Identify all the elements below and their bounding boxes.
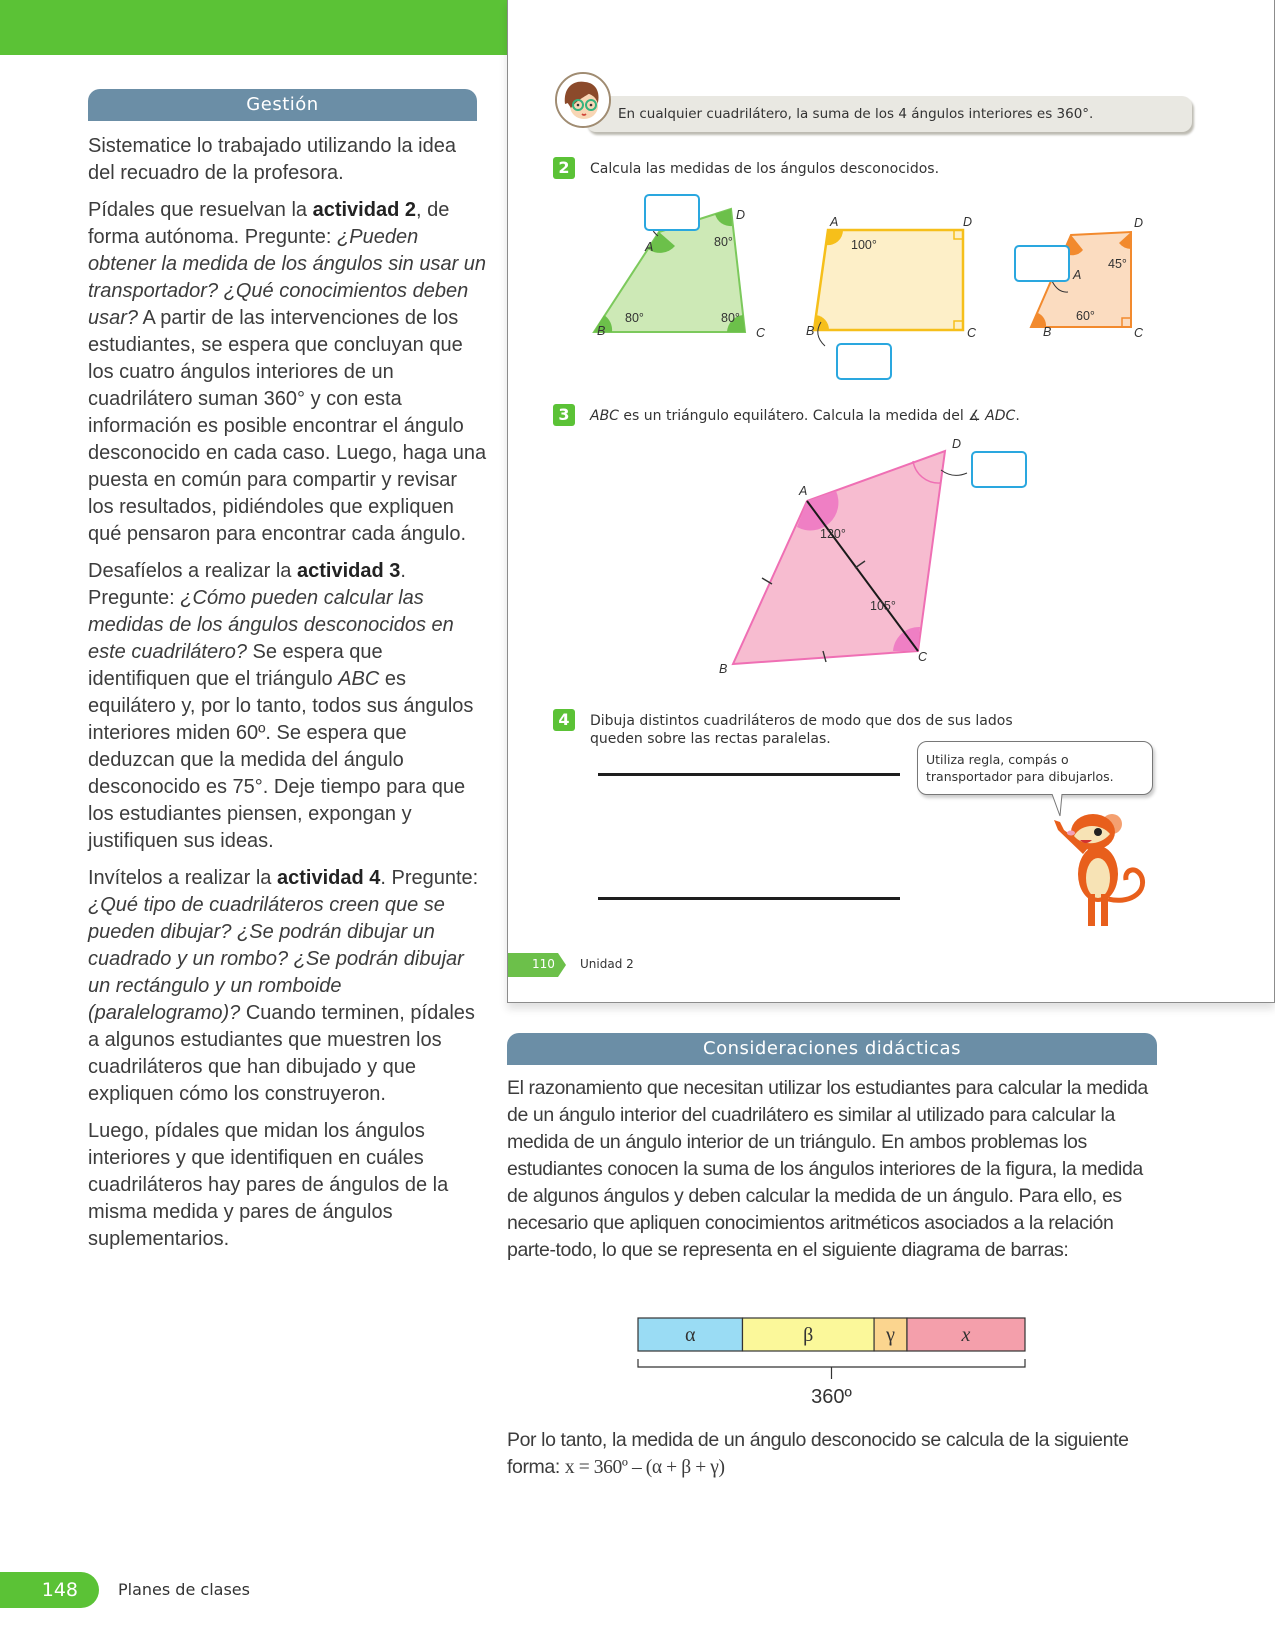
text-run: Luego, pídales que midan los ángulos interiores y que identifiquen en cuáles cuadriláteros hay pares de ángulos de la misma medida y pares de ángulos suplementarios. <box>88 1120 449 1250</box>
text-run: es equilátero y, por lo tanto, todos sus ángulos interiores miden 60º. Se espera que deduzcan que la medida del ángulo desconocido es 75°. Deje tiempo para que los estudiantes piensen, expongan y justifiquen sus ideas. <box>88 668 474 852</box>
answer-box-act3-angle-adc[interactable] <box>971 451 1027 488</box>
activity-2-instruction: Calcula las medidas de los ángulos desconocidos. <box>590 161 940 177</box>
act3-vertex-c: C <box>918 650 928 664</box>
question-text: ¿Qué tipo de cuadriláteros creen que se pueden dibujar? ¿Se podrán dibujar un cuadrado y un rombo? ¿Se podrán dibujar un rectángulo y un romboide (paralelogramo)? <box>88 894 464 1024</box>
teacher-callout: En cualquier cuadrilátero, la suma de los 4 ángulos interiores es 360°. <box>586 96 1192 132</box>
act3-vertex-b: B <box>719 662 728 676</box>
fig2-angle-a: 100° <box>851 238 877 252</box>
gestion-paragraph-1 <box>88 133 488 187</box>
activity-4-number: 4 <box>553 709 575 731</box>
formula: x = 360º – (α + β + γ) <box>564 1457 725 1478</box>
text-run: Se espera que identifiquen que el triángulo <box>88 641 383 690</box>
figure-2-yellow-quadrilateral <box>814 230 963 346</box>
fig1-angle-d: 80° <box>714 235 733 249</box>
figure-activity-3-pink-quadrilateral <box>733 451 967 664</box>
act3-vertex-d: D <box>952 437 962 451</box>
activity-reference: actividad 4 <box>276 867 381 889</box>
fig1-vertex-b: B <box>597 324 606 338</box>
considerations-header: Consideraciones didácticas <box>507 1033 1157 1065</box>
activity-3-text: es un triángulo equilátero. Calcula la medida del ∡ <box>618 408 986 424</box>
fig3-vertex-d: D <box>1134 216 1144 230</box>
text-run: Desafíelos a realizar la <box>88 560 297 582</box>
footer-section-title: Planes de clases <box>118 1580 250 1599</box>
student-page-unit: Unidad 2 <box>580 957 634 971</box>
parallel-line-top <box>598 773 900 776</box>
fig3-angle-b: 60° <box>1076 309 1095 323</box>
bar-segment-label-2: β <box>803 1324 814 1346</box>
activity-3-number: 3 <box>553 404 575 426</box>
bar-segment-label-4: x <box>961 1324 971 1346</box>
speech-bubble: Utiliza regla, compás o transportador para dibujarlos. <box>917 741 1153 795</box>
gestion-paragraph-2 <box>88 197 488 548</box>
answer-box-fig1-angle-a[interactable] <box>644 194 700 231</box>
fig1-vertex-c: C <box>756 326 766 340</box>
top-color-bar <box>0 0 507 55</box>
activity-reference: actividad 2 <box>312 199 416 221</box>
bar-segment-label-3: γ <box>886 1324 895 1346</box>
text-run: Pídales que resuelvan la <box>88 199 313 221</box>
activity-2-number: 2 <box>553 157 575 179</box>
gestion-paragraph-3 <box>88 558 488 855</box>
angle-name: ADC <box>985 408 1016 424</box>
gestion-paragraph-5 <box>88 1118 488 1253</box>
page-number-badge: 148 <box>0 1572 99 1608</box>
fig1-angle-c: 80° <box>721 311 740 325</box>
parallel-line-bottom <box>598 897 900 900</box>
considerations-text <box>507 1075 1157 1264</box>
total-bracket <box>638 1359 1025 1379</box>
conclusion-text <box>507 1427 1157 1481</box>
act3-angle-c: 105° <box>870 599 896 613</box>
activity-3-instruction <box>590 407 1020 425</box>
part-whole-bar-diagram <box>630 1310 1050 1420</box>
triangle-name: ABC <box>590 408 619 424</box>
gestion-header: Gestión <box>88 89 477 121</box>
text-run: . Pregunte: <box>380 867 479 889</box>
text-run: Cuando terminen, pídales a algunos estudiantes que muestren los cuadriláteros que han dibujado y que expliquen cómo los construyeron. <box>88 1002 475 1105</box>
fig2-vertex-d: D <box>963 215 973 229</box>
question-text: ABC <box>338 668 380 690</box>
fig1-angle-b: 80° <box>625 311 644 325</box>
text-run: Sistematice lo trabajado utilizando la idea del recuadro de la profesora. <box>88 135 456 184</box>
fig3-vertex-a: A <box>1073 268 1082 282</box>
fig3-angle-d: 45° <box>1108 257 1127 271</box>
fig3-vertex-b: B <box>1043 325 1052 339</box>
question-text: ¿Cómo pueden calcular las medidas de los ángulos desconocidos en este cuadrilátero? <box>88 587 454 663</box>
text-run: A partir de las intervenciones de los estudiantes, se espera que concluyan que los cuatro ángulos interiores de un cuadrilátero suman 360° y con esta información es posible encontrar el ángulo desconocido en cada caso. Luego, haga una puesta en común para compartir y revisar los resultados, pidiéndoles que expliquen qué pensaron para encontrar cada ángulo. <box>88 307 487 545</box>
fig2-vertex-a: A <box>830 215 839 229</box>
activity-3-text-end: . <box>1015 408 1020 424</box>
student-page-excerpt <box>507 0 1275 1003</box>
student-page-number: 110 <box>532 957 555 971</box>
conclusion-sentence: Por lo tanto, la medida de un ángulo desconocido se calcula de la siguiente forma: <box>507 1429 1129 1478</box>
activity-4-instruction: Dibuja distintos cuadriláteros de modo que dos de sus lados queden sobre las rectas paralelas. <box>590 713 1013 747</box>
fig3-vertex-c: C <box>1134 326 1144 340</box>
act3-vertex-a: A <box>799 484 808 498</box>
fig2-vertex-b: B <box>806 324 815 338</box>
act3-angle-a: 120° <box>820 527 846 541</box>
considerations-paragraph: El razonamiento que necesitan utilizar los estudiantes para calcular la medida de un ángulo interior del cuadrilátero es similar al utilizado para calcular la medida de un ángulo interior de un triángulo. En ambos problemas los estudiantes conocen la suma de los ángulos interiores de la figura, la medida de algunos ángulos y deben calcular la medida de un ángulo. Para ello, es necesario que apliquen conocimientos aritméticos asociados a la relación parte-todo, lo que se representa en el siguiente diagrama de barras: <box>507 1077 1148 1261</box>
bar-segment-label-1: α <box>685 1324 696 1346</box>
mascot-monkey-icon <box>1038 794 1178 934</box>
answer-box-fig2-angle-b[interactable] <box>836 343 892 380</box>
fig2-vertex-c: C <box>967 326 977 340</box>
fig1-vertex-a: A <box>645 240 654 254</box>
text-run: Invítelos a realizar la <box>88 867 277 889</box>
question-text: ¿Pueden obtener la medida de los ángulos sin usar un transportador? ¿Qué conocimientos deben usar? <box>88 226 487 329</box>
fig1-vertex-d: D <box>736 208 746 222</box>
gestion-paragraph-4 <box>88 865 488 1108</box>
text-run: . Pregunte: <box>88 560 406 609</box>
gestion-text <box>88 133 488 1263</box>
activity-reference: actividad 3 <box>296 560 401 582</box>
text-run: , de forma autónoma. Pregunte: <box>88 199 450 248</box>
answer-box-fig3-angle-a[interactable] <box>1014 245 1070 282</box>
total-label: 360º <box>811 1386 852 1408</box>
